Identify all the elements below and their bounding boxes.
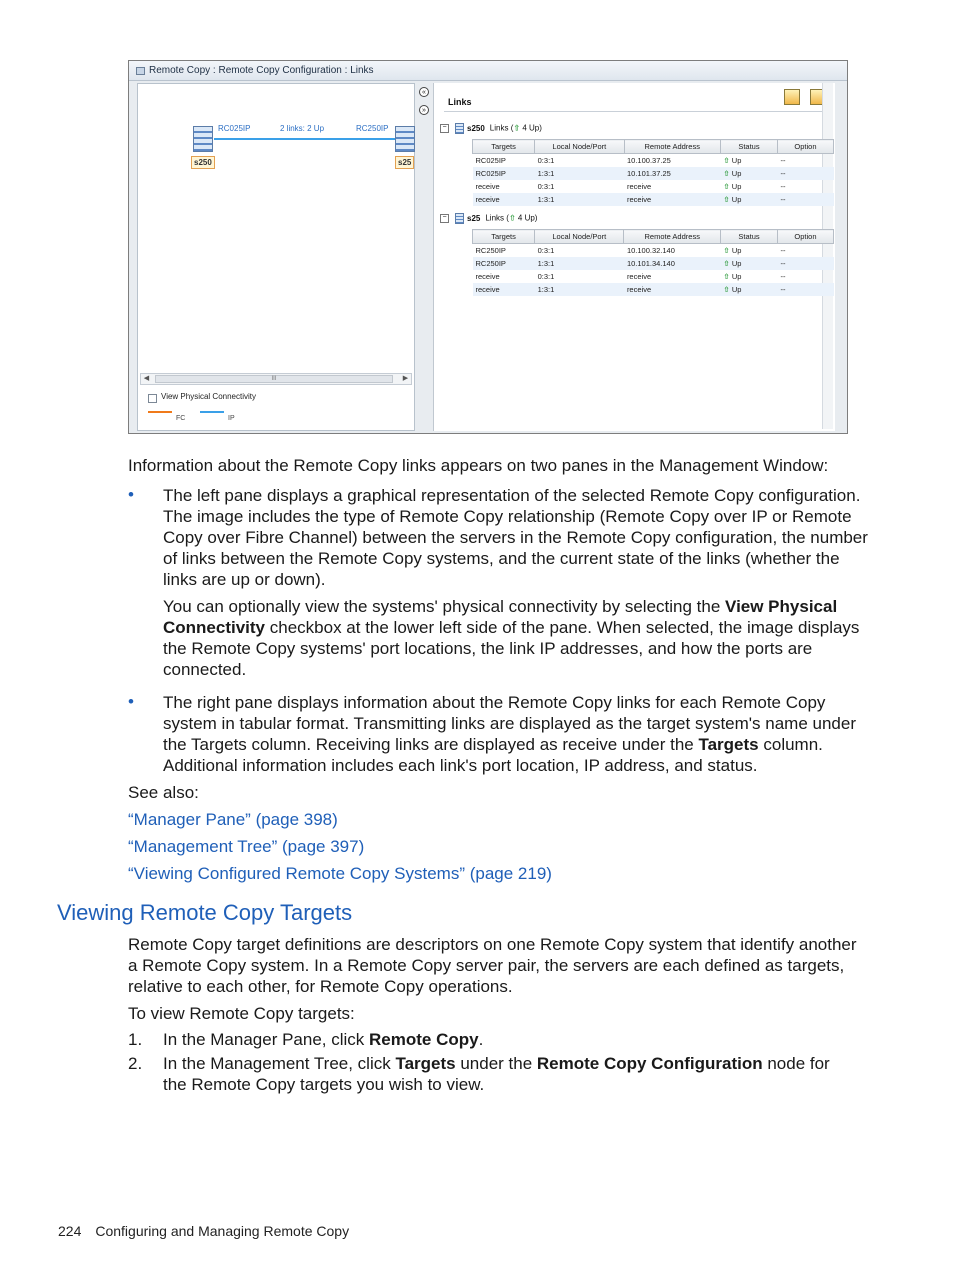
link-manager-pane[interactable]: “Manager Pane” (page 398) xyxy=(128,810,338,829)
scroll-right-icon[interactable]: ▶ xyxy=(402,375,409,382)
status-text: Up xyxy=(731,285,742,294)
bold-ui-term: Targets xyxy=(698,735,759,754)
status-up-icon: ⇧ xyxy=(723,182,730,191)
table-row[interactable] xyxy=(473,180,834,193)
see-also-label: See also: xyxy=(128,783,199,802)
col-header-local-node-port[interactable]: Local Node/Port xyxy=(535,140,624,154)
window-frame xyxy=(129,81,847,433)
table-row[interactable] xyxy=(473,270,834,283)
cell-status xyxy=(721,270,778,283)
status-up-icon: ⇧ xyxy=(723,272,730,281)
window-titlebar xyxy=(129,61,847,81)
text-run: In the Manager Pane, click xyxy=(163,1030,370,1049)
cell-status xyxy=(721,154,778,168)
server-node-right-label: s25 xyxy=(395,156,414,169)
up-arrow-icon: ⇧ xyxy=(513,123,521,133)
status-text: Up xyxy=(731,182,742,191)
cell-status xyxy=(721,193,778,206)
status-text: Up xyxy=(731,272,742,281)
cell-local-port: 0:3:1 xyxy=(537,156,555,165)
status-up-icon: ⇧ xyxy=(723,285,730,294)
server-node-left-label: s250 xyxy=(191,156,215,169)
table-row[interactable] xyxy=(473,193,834,206)
legend-fc-swatch xyxy=(148,411,172,413)
cell-option: -- xyxy=(777,257,833,270)
cell-option: -- xyxy=(777,193,833,206)
table-row[interactable] xyxy=(473,257,834,270)
group-name: s250 xyxy=(467,123,485,133)
page-number: 224 xyxy=(58,1223,82,1239)
cell-target: receive xyxy=(473,193,535,206)
cell-option: -- xyxy=(780,246,786,255)
window-icon xyxy=(136,67,145,75)
col-header-targets[interactable]: Targets xyxy=(473,140,535,154)
status-text: Up xyxy=(731,195,742,204)
status-text: Up xyxy=(731,246,742,255)
cell-local-port: 1:3:1 xyxy=(535,257,624,270)
table-row[interactable] xyxy=(473,167,834,180)
cell-option: -- xyxy=(780,182,786,191)
cell-remote-address: receive xyxy=(624,193,721,206)
col-header-status[interactable]: Status xyxy=(721,140,778,154)
bold-ui-term: Targets xyxy=(395,1054,456,1073)
bullet-icon: • xyxy=(128,692,134,711)
pane-divider[interactable] xyxy=(417,83,431,431)
col-header-status[interactable]: Status xyxy=(721,230,778,244)
cell-status xyxy=(721,167,778,180)
legend-ip-swatch xyxy=(200,411,224,413)
text-run: In the Management Tree, click xyxy=(163,1054,396,1073)
legend-fc-label: FC xyxy=(176,415,186,422)
cell-option: -- xyxy=(777,283,833,296)
export-icon[interactable] xyxy=(784,89,800,105)
targets-paragraph: Remote Copy target definitions are descriptors on one Remote Copy system that identify another a Remote Copy system. In a Remote Copy server pair, the servers are each defined as targets, relative to each other, for Remote Copy operations. xyxy=(128,935,857,996)
text-run: The right pane displays information about the Remote Copy links for each Remote Copy system in tabular format. Transmitting links are displayed as the target system's name under the Targets column. Receiving links are displayed as receive under the xyxy=(163,693,856,754)
link-viewing-configured-systems[interactable]: “Viewing Configured Remote Copy Systems” (page 219) xyxy=(128,864,552,883)
cell-remote-address: 10.100.37.25 xyxy=(627,156,671,165)
table-row[interactable] xyxy=(473,283,834,296)
server-icon xyxy=(455,213,464,224)
collapse-left-icon[interactable]: « xyxy=(419,87,429,97)
status-up-icon: ⇧ xyxy=(723,259,730,268)
col-header-local-node-port[interactable]: Local Node/Port xyxy=(535,230,624,244)
legend-ip-label: IP xyxy=(228,415,235,422)
step-number: 1. xyxy=(128,1030,143,1049)
ip-link-line[interactable] xyxy=(214,138,395,140)
cell-status xyxy=(721,283,778,296)
links-table-s25 xyxy=(472,229,834,296)
step-1 xyxy=(163,1029,863,1050)
col-header-option[interactable]: Option xyxy=(777,230,833,244)
horizontal-scrollbar[interactable] xyxy=(140,373,412,385)
server-node-left-icon[interactable] xyxy=(193,126,213,152)
links-title: Links xyxy=(448,97,472,107)
link-label-right: RC250IP xyxy=(356,124,389,133)
cell-option: -- xyxy=(777,167,833,180)
cell-local-port: 1:3:1 xyxy=(535,283,624,296)
links-title-divider xyxy=(444,111,825,112)
right-pane-links xyxy=(433,83,835,431)
cell-target: RC250IP xyxy=(475,246,506,255)
view-physical-connectivity-checkbox[interactable] xyxy=(148,394,157,403)
status-up-icon: ⇧ xyxy=(723,169,730,178)
text-run: You can optionally view the systems' physical connectivity by selecting the xyxy=(163,597,726,616)
step-number: 2. xyxy=(128,1054,143,1073)
group-links-open: ( xyxy=(506,213,509,223)
cell-local-port: 1:3:1 xyxy=(535,193,624,206)
link-management-tree[interactable]: “Management Tree” (page 397) xyxy=(128,837,365,856)
bullet-right-pane xyxy=(163,692,871,776)
text-run: under the xyxy=(455,1054,537,1073)
col-header-remote-address[interactable]: Remote Address xyxy=(624,230,721,244)
text-run: node for the Remote Copy targets you wish to view. xyxy=(163,1054,830,1094)
text-run: column. Additional information includes each link's port location, IP address, and status. xyxy=(163,735,823,775)
remote-copy-window xyxy=(128,60,848,434)
scroll-thumb[interactable]: III xyxy=(155,375,393,383)
status-text: Up xyxy=(731,156,742,165)
cell-status xyxy=(721,180,778,193)
cell-target: RC250IP xyxy=(473,257,535,270)
bullet-left-pane: The left pane displays a graphical representation of the selected Remote Copy configuration. The image includes the type of Remote Copy relationship (Remote Copy over IP or Remote Copy over Fibre Channel) between the servers in the Remote Copy configuration, the number of links between the Remote Copy systems, and the current state of the links (whether the links are up or down). xyxy=(163,486,868,589)
bold-ui-term: View Physical Connectivity xyxy=(163,597,838,637)
status-up-icon: ⇧ xyxy=(723,195,730,204)
cell-target: RC025IP xyxy=(473,167,535,180)
server-icon xyxy=(455,123,464,134)
col-header-remote-address[interactable]: Remote Address xyxy=(624,140,721,154)
cell-local-port: 1:3:1 xyxy=(535,167,624,180)
cell-remote-address: 10.100.32.140 xyxy=(626,246,675,255)
up-arrow-icon: ⇧ xyxy=(508,213,516,223)
col-header-targets[interactable]: Targets xyxy=(473,230,535,244)
status-text: Up xyxy=(731,259,742,268)
group-links-summary: 4 Up) xyxy=(517,213,538,223)
collapse-group-icon[interactable]: − xyxy=(440,214,449,223)
table-row[interactable] xyxy=(473,244,834,258)
bold-ui-term: Remote Copy Configuration xyxy=(536,1054,763,1073)
cell-target: receive xyxy=(475,182,500,191)
text-run: . xyxy=(478,1030,484,1049)
left-pane-graph xyxy=(137,83,415,431)
scroll-left-icon[interactable]: ◀ xyxy=(143,375,150,382)
cell-option: -- xyxy=(780,156,786,165)
cell-remote-address: receive xyxy=(626,272,652,281)
cell-local-port: 0:3:1 xyxy=(537,182,555,191)
group-links-label: Links xyxy=(485,213,505,223)
group-links-label: Links xyxy=(489,123,509,133)
cell-target: RC025IP xyxy=(475,156,506,165)
to-view-label: To view Remote Copy targets: xyxy=(128,1004,355,1023)
text-run: checkbox at the lower left side of the pane. When selected, the image displays the Remote Copy systems' port locations, the link IP addresses, and how the ports are connected. xyxy=(163,618,860,679)
intro-paragraph: Information about the Remote Copy links appears on two panes in the Management Window: xyxy=(128,456,829,475)
group-name: s25 xyxy=(467,213,481,223)
link-label-left: RC025IP xyxy=(218,124,251,133)
cell-option: -- xyxy=(780,272,786,281)
cell-status xyxy=(721,244,778,258)
group-header-s25[interactable] xyxy=(440,213,537,224)
view-physical-connectivity-label: View Physical Connectivity xyxy=(161,392,257,401)
cell-local-port: 0:3:1 xyxy=(537,246,555,255)
cell-remote-address: receive xyxy=(624,283,721,296)
bullet-icon: • xyxy=(128,485,134,504)
cell-status xyxy=(721,257,778,270)
table-row[interactable] xyxy=(473,154,834,168)
links-table-s250 xyxy=(472,139,834,206)
status-up-icon: ⇧ xyxy=(723,156,730,165)
bullet-left-pane-detail xyxy=(163,596,871,680)
cell-remote-address: 10.101.34.140 xyxy=(624,257,721,270)
section-heading: Viewing Remote Copy Targets xyxy=(57,900,353,925)
footer-title: Configuring and Managing Remote Copy xyxy=(95,1223,350,1239)
cell-remote-address: 10.101.37.25 xyxy=(624,167,721,180)
server-node-right-icon[interactable] xyxy=(395,126,415,152)
cell-local-port: 0:3:1 xyxy=(537,272,555,281)
cell-target: receive xyxy=(475,272,500,281)
collapse-group-icon[interactable]: − xyxy=(440,124,449,133)
page-footer xyxy=(58,1223,349,1239)
col-header-option[interactable]: Option xyxy=(777,140,833,154)
bold-ui-term: Remote Copy xyxy=(369,1030,479,1049)
status-text: Up xyxy=(731,169,742,178)
group-links-open: ( xyxy=(510,123,514,133)
group-header-s250[interactable] xyxy=(440,123,542,134)
cell-remote-address: receive xyxy=(627,182,652,191)
window-title: Remote Copy : Remote Copy Configuration : Links xyxy=(149,65,374,76)
group-links-summary: 4 Up) xyxy=(522,123,542,133)
status-up-icon: ⇧ xyxy=(723,246,730,255)
collapse-right-icon[interactable]: » xyxy=(419,105,429,115)
step-2 xyxy=(163,1053,853,1095)
cell-target: receive xyxy=(473,283,535,296)
link-label-center: 2 links: 2 Up xyxy=(280,124,325,133)
